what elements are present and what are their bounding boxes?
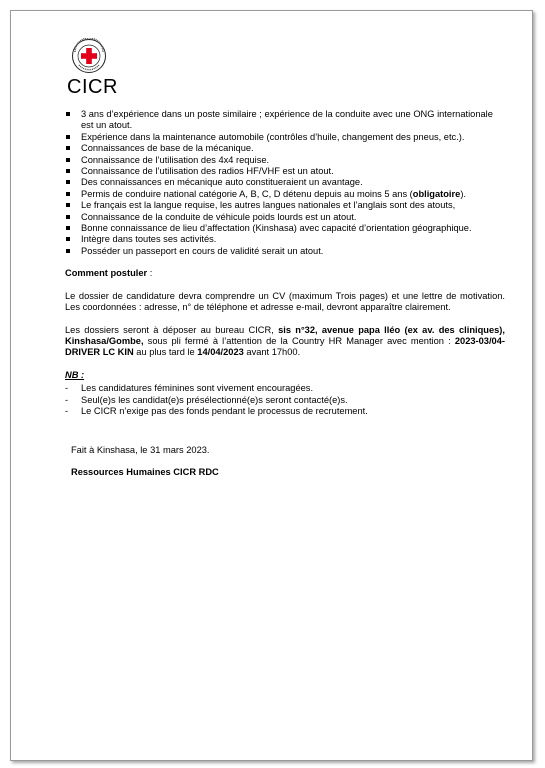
department-signature: Ressources Humaines CICR RDC [71, 466, 219, 477]
apply-title: Comment postuler [65, 268, 148, 279]
requirement-item: Intègre dans toutes ses activités. [65, 234, 505, 245]
apply-paragraph-1: Le dossier de candidature devra comprendre un CV (maximum Trois pages) et une lettre de motivation. Les coordonnées : adresse, n° de téléphone et adresse e-mail, devront apparaître clairement. [65, 290, 505, 313]
nb-list [65, 383, 505, 417]
text-segment: ). [460, 188, 466, 199]
requirement-item: Bonne connaissance de lieu d’affectation (Kinshasa) avec capacité d’orientation géographique. [65, 223, 505, 234]
requirements-list [65, 109, 505, 257]
nb-item: - Les candidatures féminines sont vivement encouragées. [65, 383, 505, 394]
requirement-item [65, 189, 505, 200]
requirement-item: Posséder un passeport en cours de validité serait un atout. [65, 246, 505, 257]
nb-item: - Le CICR n’exige pas des fonds pendant le processus de recrutement. [65, 406, 505, 417]
signed-place-date: Fait à Kinshasa, le 31 mars 2023. [71, 445, 210, 456]
document-content [65, 109, 505, 478]
requirement-item: Le français est la langue requise, les autres langues nationales et l’anglais sont des atouts, [65, 200, 505, 211]
nb-item: - Seul(e)s les candidat(e)s présélectionné(e)s seront contacté(e)s. [65, 395, 505, 406]
requirement-item: Connaissance de l’utilisation des radios HF/VHF est un atout. [65, 166, 505, 177]
text-segment: sous pli fermé à l’attention de la Country HR Manager avec mention : [143, 335, 455, 346]
apply-heading [65, 268, 505, 279]
requirement-item: Connaissances de base de la mécanique. [65, 143, 505, 154]
apply-paragraph-2 [65, 325, 505, 359]
deadline-date: 14/04/2023 [197, 347, 244, 358]
text-segment: Permis de conduire national catégorie A, B, C, D détenu depuis au moins 5 ans ( [81, 188, 413, 199]
document-page [10, 10, 533, 761]
requirement-item: Des connaissances en mécanique auto constitueraient un avantage. [65, 177, 505, 188]
mandatory-label: obligatoire [412, 188, 461, 199]
organization-name: CICR [67, 76, 118, 98]
text-segment: Les dossiers seront à déposer au bureau CICR, [65, 324, 279, 335]
requirement-item: Connaissance de la conduite de véhicule poids lourds est un atout. [65, 212, 505, 223]
office-address: sis n°32, avenue papa lléo (ex av. des cliniques), Kinshasa/Gombe, [65, 324, 505, 346]
requirement-item: Expérience dans la maintenance automobile (contrôles d’huile, changement des pneus, etc.). [65, 132, 505, 143]
reference-code: 2023-03/04-DRIVER LC KIN [65, 335, 505, 358]
red-cross-emblem-icon [71, 38, 107, 74]
text-segment: avant 17h00. [243, 347, 301, 358]
text-segment: au plus tard le [133, 347, 198, 358]
requirement-item: Connaissance de l’utilisation des 4x4 requise. [65, 155, 505, 166]
nb-title: NB : [65, 369, 85, 380]
requirement-item: 3 ans d’expérience dans un poste similaire ; expérience de la conduite avec une ONG internationale est un atout. [65, 109, 505, 132]
apply-title-suffix: : [147, 268, 153, 279]
